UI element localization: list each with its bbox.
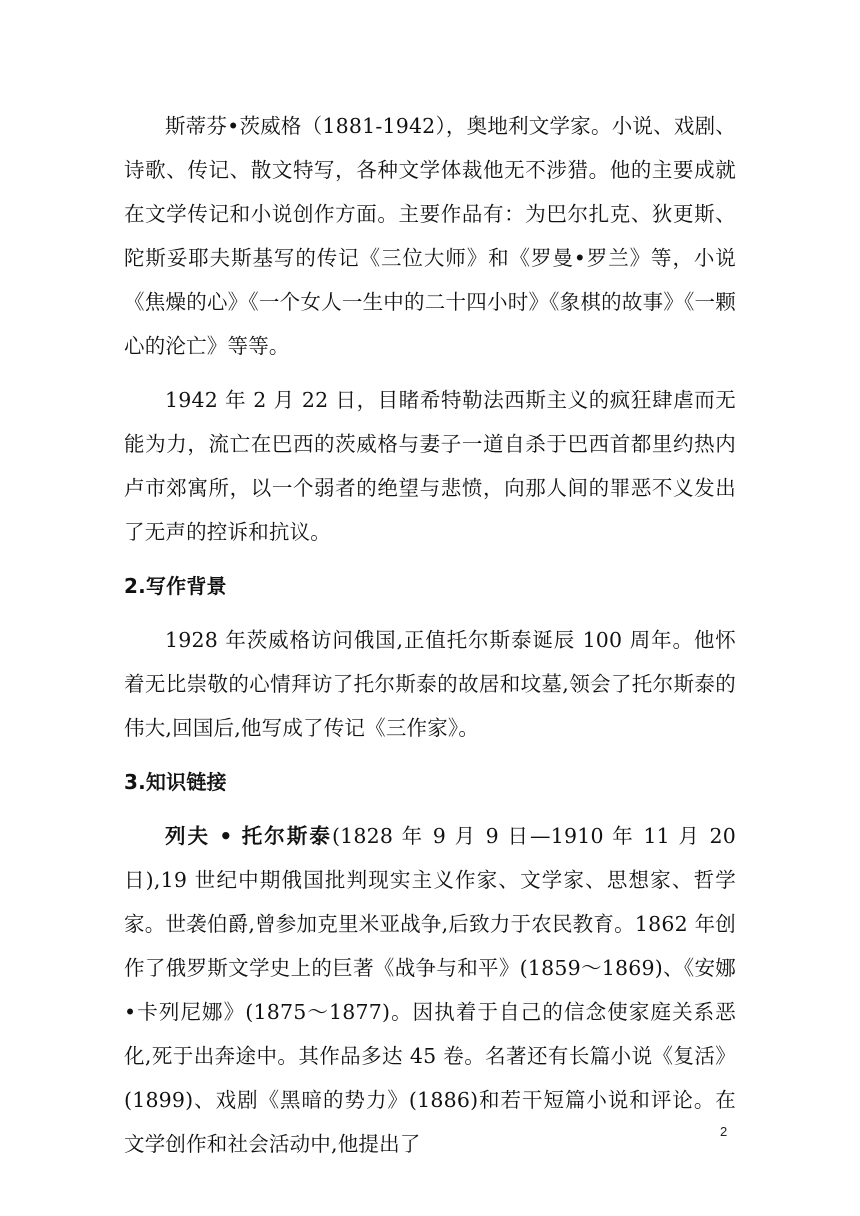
page-number: 2 — [720, 1124, 728, 1139]
paragraph-zweig-death: 1942 年 2 月 22 日，目睹希特勒法西斯主义的疯狂肆虐而无能为力，流亡在巴西的茨威格与妻子一道自杀于巴西首都里约热内卢市郊寓所，以一个弱者的绝望与悲愤，向那人间的罪恶不义发出了无声的控诉和抗议。 — [124, 388, 736, 544]
heading-writing-background: 2.写作背景 — [124, 574, 227, 598]
paragraph-tolstoy — [124, 814, 736, 1166]
tolstoy-description: (1828 年 9 月 9 日—1910 年 11 月 20 日),19 世纪中期俄国批判现实主义作家、文学家、思想家、哲学家。世袭伯爵,曾参加克里米亚战争,后致力于农民教育。1862 年创作了俄罗斯文学史上的巨著《战争与和平》(1859～1869)、《安娜 •卡列尼娜》(1875～1877)。因执着于自己的信念使家庭关系恶化,死于出奔途中。其作品多达 45 卷。名著还有长篇小说《复活》(1899)、戏剧《黑暗的势力》(1886)和若干短篇小说和评论。在文学创作和社会活动中,他提出了 — [124, 824, 736, 1156]
tolstoy-name: 列夫 • 托尔斯泰 — [165, 824, 332, 848]
paragraph-writing-background: 1928 年茨威格访问俄国,正值托尔斯泰诞辰 100 周年。他怀着无比崇敬的心情拜访了托尔斯泰的故居和坟墓,领会了托尔斯泰的伟大,回国后,他写成了传记《三作家》。 — [124, 628, 736, 740]
document-page — [124, 104, 736, 1176]
paragraph-zweig-biography: 斯蒂芬•茨威格（1881-1942），奥地利文学家。小说、戏剧、诗歌、传记、散文特写，各种文学体裁他无不涉猎。他的主要成就在文学传记和小说创作方面。主要作品有：为巴尔扎克、狄更斯、陀斯妥耶夫斯基写的传记《三位大师》和《罗曼•罗兰》等，小说《焦燥的心》《一个女人一生中的二十四小时》《象棋的故事》《一颗心的沦亡》等等。 — [124, 114, 736, 358]
heading-knowledge-link: 3.知识链接 — [124, 770, 227, 794]
